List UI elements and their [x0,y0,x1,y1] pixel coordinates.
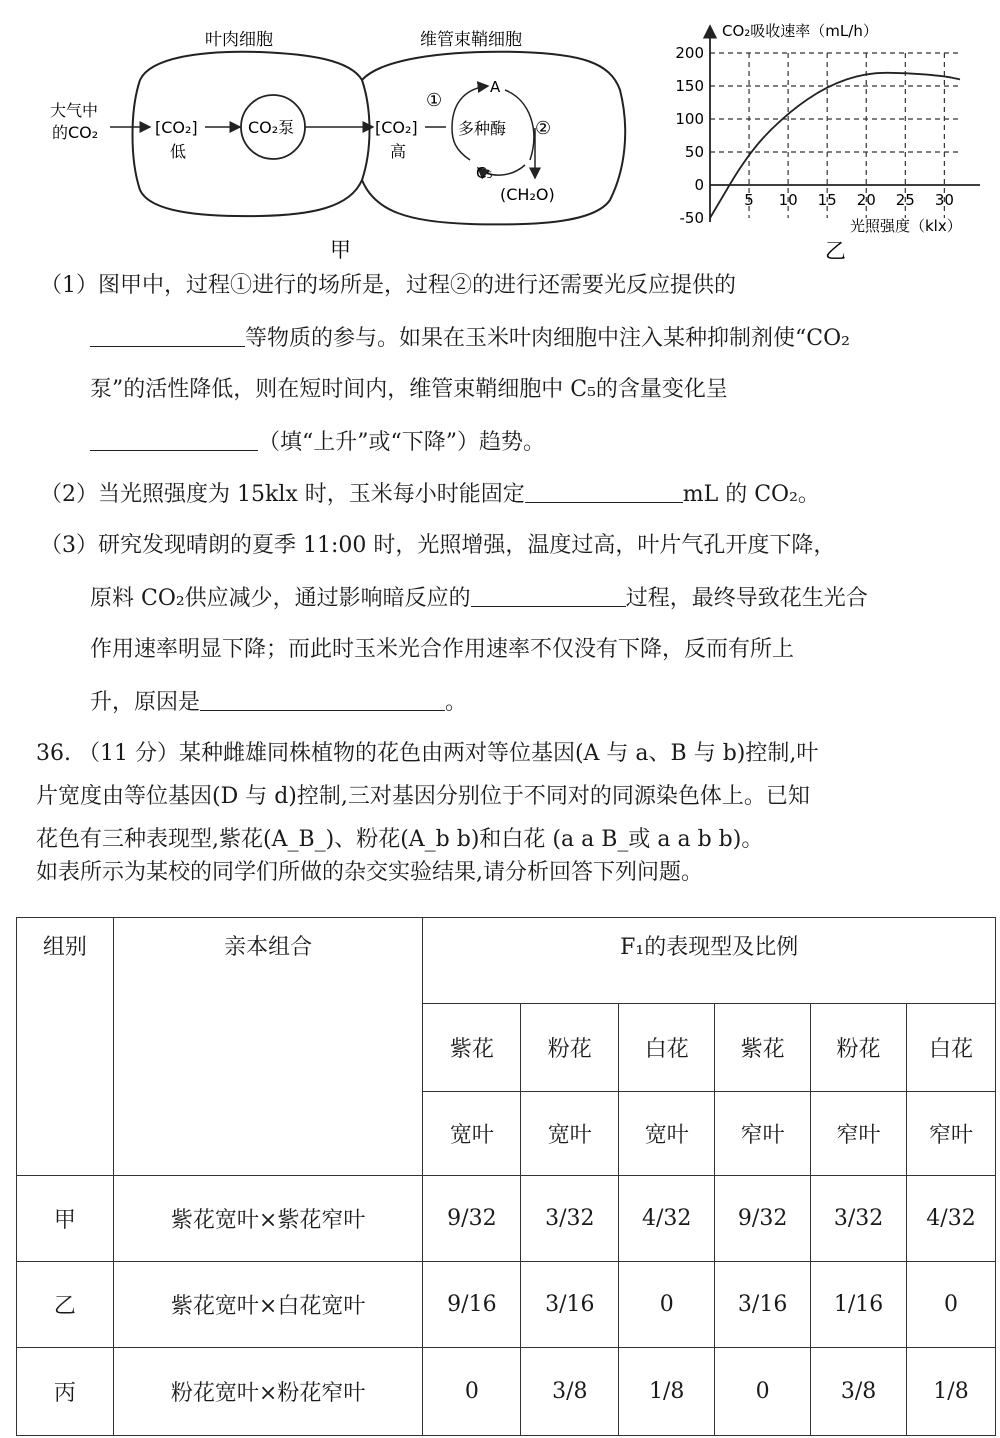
header-parents: 亲本组合 [113,918,423,1176]
q36-line3: 花色有三种表现型,紫花(A_B_)、粉花(A_b b)和白花 (a a B_或 a a b b)。 [36,827,764,852]
q36-line4: 如表所示为某校的同学们所做的杂交实验结果,请分析回答下列问题。 [36,860,703,885]
header-width-3: 窄叶 [715,1092,811,1176]
row-value: 9/32 [423,1176,521,1262]
q1-line4: （填“上升”或“下降”）趋势。 [90,428,990,458]
row-value: 0 [619,1262,715,1348]
header-color-3: 紫花 [715,1004,811,1092]
q3-line1: （3）研究发现晴朗的夏季 11:00 时，光照增强，温度过高，叶片气孔开度下降， [40,533,836,558]
co2-high-top: [CO₂] [375,118,418,137]
co2-pump: CO₂泵 [248,118,295,137]
node-a: A [490,78,501,96]
q1-blank1[interactable] [90,324,245,347]
row-value: 9/32 [715,1176,811,1262]
table-row [17,1348,996,1436]
q3-blank1[interactable] [471,584,626,607]
enzymes: 多种酶 [458,119,507,138]
header-color-2: 白花 [619,1004,715,1092]
y-tick-label: 50 [684,143,704,161]
co2-low-bottom: 低 [170,142,187,161]
y-tick-label: 150 [675,77,704,95]
bundle-title: 维管束鞘细胞 [420,30,522,50]
row-value: 3/32 [521,1176,619,1262]
x-tick-label: 15 [817,191,837,209]
step2: ② [535,118,552,139]
co2-absorption-chart [660,8,1000,263]
co2-low-top: [CO₂] [155,118,198,137]
row-value: 0 [715,1348,811,1436]
header-width-5: 窄叶 [907,1092,996,1176]
q3-line2: 原料 CO₂供应减少，通过影响暗反应的 过程，最终导致花生光合 [90,586,868,611]
row-value: 4/32 [907,1176,996,1262]
photosynthesis-diagram [0,0,660,262]
header-color-5: 白花 [907,1004,996,1092]
row-value: 1/8 [907,1348,996,1436]
row-cross: 粉花宽叶×粉花窄叶 [113,1348,423,1436]
figure-label-jia: 甲 [330,238,351,262]
q2-blank[interactable] [525,480,683,503]
y-tick-label: 100 [675,110,704,128]
table-row [17,1262,996,1348]
q1-line1: （1）图甲中，过程①进行的场所是，过程②的进行还需要光反应提供的 [40,273,736,298]
header-group: 组别 [17,918,114,1176]
header-color-4: 粉花 [811,1004,907,1092]
row-cross: 紫花宽叶×白花宽叶 [113,1262,423,1348]
q36-line2: 片宽度由等位基因(D 与 d)控制,三对基因分别位于不同对的同源染色体上。已知 [36,784,810,809]
header-width-0: 宽叶 [423,1092,521,1176]
q3-line4: 升，原因是 。 [90,690,468,715]
chart-ticks [675,44,954,227]
row-value: 0 [423,1348,521,1436]
q3-line3: 作用速率明显下降；而此时玉米光合作用速率不仅没有下降，反而有所上 [90,637,795,662]
x-tick-label: 25 [895,191,915,209]
figure-label-yi: 乙 [825,239,846,263]
header-f1: F₁的表现型及比例 [423,918,996,1004]
row-value: 3/8 [521,1348,619,1436]
cross-results-table [16,917,996,1436]
row-group: 丙 [17,1348,114,1436]
chart-ylabel: CO₂吸收速率（mL/h） [722,22,878,40]
row-value: 3/8 [811,1348,907,1436]
product: (CH₂O) [500,185,555,204]
q36-line1: 36. （11 分）某种雌雄同株植物的花色由两对等位基因(A 与 a、B 与 b)控制,叶 [36,741,819,766]
header-width-1: 宽叶 [521,1092,619,1176]
y-tick-label: 200 [675,44,704,62]
row-value: 3/32 [811,1176,907,1262]
node-c5: C₅ [476,164,493,182]
row-group: 乙 [17,1262,114,1348]
row-value: 1/16 [811,1262,907,1348]
row-value: 1/8 [619,1348,715,1436]
row-value: 3/16 [521,1262,619,1348]
header-width-2: 宽叶 [619,1092,715,1176]
row-cross: 紫花宽叶×紫花窄叶 [113,1176,423,1262]
row-group: 甲 [17,1176,114,1262]
air-co2-line2: 的CO₂ [52,123,99,142]
x-tick-label: 30 [934,191,954,209]
row-value: 4/32 [619,1176,715,1262]
header-width-4: 窄叶 [811,1092,907,1176]
row-value: 9/16 [423,1262,521,1348]
table-row [17,1176,996,1262]
co2-high-bottom: 高 [390,142,407,161]
chart-xlabel: 光照强度（klx） [850,217,962,235]
q1-blank2[interactable] [90,428,258,451]
mesophyll-title: 叶肉细胞 [205,30,273,50]
step1: ① [426,90,443,111]
y-tick-label: -50 [679,209,704,227]
q1-line3: 泵”的活性降低，则在短时间内，维管束鞘细胞中 C₅的含量变化呈 [90,377,728,402]
row-value: 0 [907,1262,996,1348]
air-co2-line1: 大气中 [50,101,99,120]
calvin-arc-right [505,90,534,160]
header-color-1: 粉花 [521,1004,619,1092]
y-tick-label: 0 [694,176,704,194]
row-value: 3/16 [715,1262,811,1348]
x-tick-label: 10 [778,191,798,209]
q3-blank2[interactable] [200,688,445,711]
header-color-0: 紫花 [423,1004,521,1092]
x-tick-label: 5 [744,191,754,209]
q2-line: （2）当光照强度为 15klx 时，玉米每小时能固定 mL 的 CO₂。 [40,482,820,507]
q1-line2: 等物质的参与。如果在玉米叶肉细胞中注入某种抑制剂使“CO₂ [90,324,990,354]
x-tick-label: 20 [856,191,876,209]
